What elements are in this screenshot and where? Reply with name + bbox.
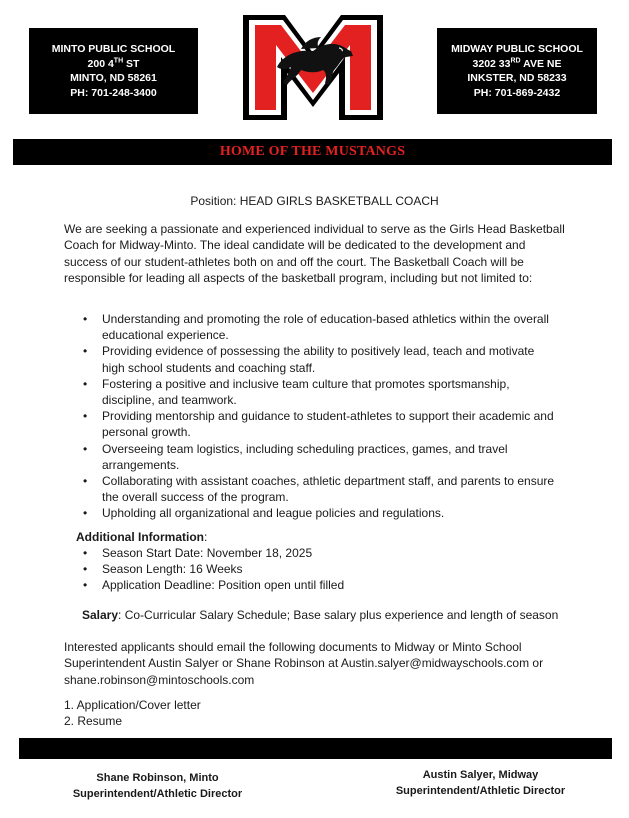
list-item: • Upholding all organizational and league policies and regulations. — [64, 505, 560, 521]
midway-school-address-box — [437, 28, 597, 114]
signer-name: Austin Salyer, Midway — [422, 769, 539, 781]
list-item: • Application Deadline: Position open until filled — [64, 577, 560, 593]
list-item: • Overseeing team logistics, including scheduling practices, games, and travel arrangements. — [64, 441, 560, 473]
additional-info-list — [64, 545, 560, 594]
salary-text: : Co-Curricular Salary Schedule; Base salary plus experience and length of season — [118, 608, 559, 622]
school-phone: PH: 701-869-2432 — [473, 86, 561, 99]
additional-info-heading: Additional Information: — [76, 530, 208, 544]
list-item: • Understanding and promoting the role of education-based athletics within the overall educational experience. — [64, 311, 560, 343]
signature-right — [378, 767, 583, 799]
duties-list — [64, 311, 560, 522]
school-street: 200 4TH ST — [87, 57, 140, 70]
school-name: MINTO PUBLIC SCHOOL — [51, 43, 176, 55]
list-item: 2. Resume — [64, 713, 123, 728]
list-item: • Providing evidence of possessing the ability to positively lead, teach and motivate high school students and coaching staff. — [64, 343, 560, 375]
list-item: 1. Application/Cover letter — [64, 698, 201, 712]
school-city: MINTO, ND 58261 — [70, 72, 157, 84]
salary-label: Salary — [82, 608, 119, 622]
signer-title: Superintendent/Athletic Director — [395, 785, 566, 797]
position-title: Position: HEAD GIRLS BASKETBALL COACH — [190, 194, 439, 208]
list-item: • Season Start Date: November 18, 2025 — [64, 545, 560, 561]
signature-left — [60, 770, 255, 802]
school-city: INKSTER, ND 58233 — [467, 72, 567, 84]
list-item: • Collaborating with assistant coaches, athletic department staff, and parents to ensure the overall success of the program. — [64, 473, 560, 505]
intro-paragraph: We are seeking a passionate and experienced individual to serve as the Girls Head Basketball Coach for Midway-Minto. The ideal candidate will be dedicated to the development and success of our student-athletes both on and off the court. The Basketball Coach will be responsible for leading all aspects of the basketball program, including but not limited to: — [64, 222, 565, 286]
list-item: • Providing mentorship and guidance to student-athletes to support their academic and personal growth. — [64, 408, 560, 440]
list-item: • Season Length: 16 Weeks — [64, 561, 560, 577]
application-instructions: Interested applicants should email the following documents to Midway or Minto School Superintendent Austin Salyer or Shane Robinson at Austin.salyer@midwayschools.com or shane.robinson@mintoschools.com — [64, 640, 544, 687]
school-street: 3202 33RD AVE NE — [472, 57, 562, 70]
school-name: MIDWAY PUBLIC SCHOOL — [451, 43, 583, 55]
required-documents-list — [64, 698, 201, 729]
minto-school-address-box — [29, 28, 198, 114]
signer-title: Superintendent/Athletic Director — [72, 788, 243, 800]
home-of-mustangs-banner: HOME OF THE MUSTANGS — [13, 139, 612, 165]
salary-line — [82, 607, 558, 623]
signer-name: Shane Robinson, Minto — [96, 772, 219, 784]
footer-divider-bar — [19, 738, 612, 759]
list-item: • Fostering a positive and inclusive team culture that promotes sportsmanship, discipline, and teamwork. — [64, 376, 560, 408]
mustang-m-logo-icon — [243, 15, 383, 120]
school-phone: PH: 701-248-3400 — [70, 86, 157, 99]
